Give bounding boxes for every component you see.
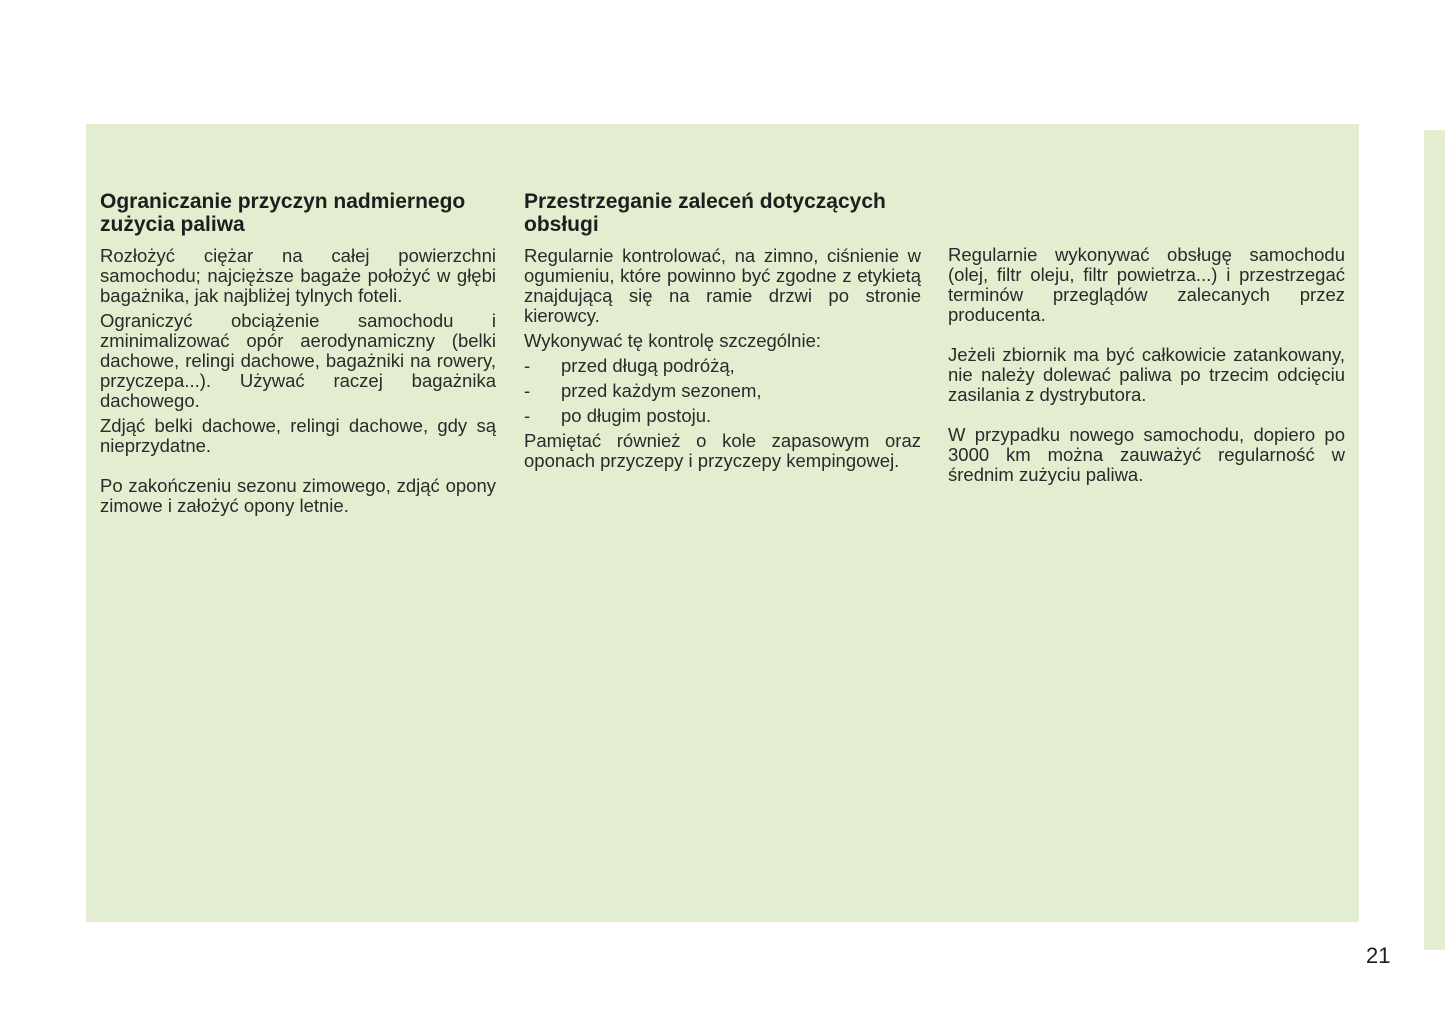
paragraph: Regularnie wykonywać obsługę samochodu (olej, filtr oleju, filtr powietrza...) i przestrzegać terminów przeglądów zalecanych przez producenta.: [948, 244, 1345, 325]
paragraph: Ograniczyć obciążenie samochodu i zminimalizować opór aerodynamiczny (belki dachowe, relingi dachowe, bagażniki na rowery, przyczepa...). Używać raczej bagażnika dachowego.: [100, 310, 496, 411]
list-item-text: po długim postoju.: [561, 405, 712, 426]
paragraph: Pamiętać również o kole zapasowym oraz oponach przyczepy i przyczepy kempingowej.: [524, 430, 921, 471]
paragraph: Zdjąć belki dachowe, relingi dachowe, gdy są nieprzydatne.: [100, 415, 496, 456]
paragraph: Rozłożyć ciężar na całej powierzchni samochodu; najcięższe bagaże położyć w głębi bagażnika, jak najbliżej tylnych foteli.: [100, 245, 496, 306]
paragraph: Wykonywać tę kontrolę szczególnie:: [524, 330, 821, 351]
dash-bullet: -: [524, 405, 531, 426]
list-item: [524, 356, 921, 376]
heading-maintenance: Przestrzeganie zaleceń dotyczących obsługi: [524, 190, 886, 236]
paragraph: Regularnie kontrolować, na zimno, ciśnienie w ogumieniu, które powinno być zgodne z etykietą znajdującą się na ramie drzwi po stronie kierowcy.: [524, 245, 921, 326]
list-item: [524, 381, 921, 401]
paragraph: Po zakończeniu sezonu zimowego, zdjąć opony zimowe i założyć opony letnie.: [100, 475, 496, 516]
column-service: [948, 245, 1345, 490]
dash-bullet: -: [524, 380, 531, 401]
paragraph: W przypadku nowego samochodu, dopiero po 3000 km można zauważyć regularność w średnim zużyciu paliwa.: [948, 424, 1345, 485]
column-maintenance: [524, 190, 921, 476]
column-fuel-consumption: [100, 190, 496, 521]
list-item-text: przed długą podróżą,: [561, 355, 735, 376]
heading-fuel-consumption: Ograniczanie przyczyn nadmiernego zużycia paliwa: [100, 190, 466, 236]
list-item: [524, 406, 921, 426]
side-tab-marker: [1424, 130, 1445, 950]
dash-bullet: -: [524, 355, 531, 376]
paragraph: Jeżeli zbiornik ma być całkowicie zatankowany, nie należy dolewać paliwa po trzecim odcięciu zasilania z dystrybutora.: [948, 344, 1345, 405]
list-item-text: przed każdym sezonem,: [561, 380, 762, 401]
page-number: 21: [1366, 943, 1391, 968]
checklist: [524, 356, 921, 426]
